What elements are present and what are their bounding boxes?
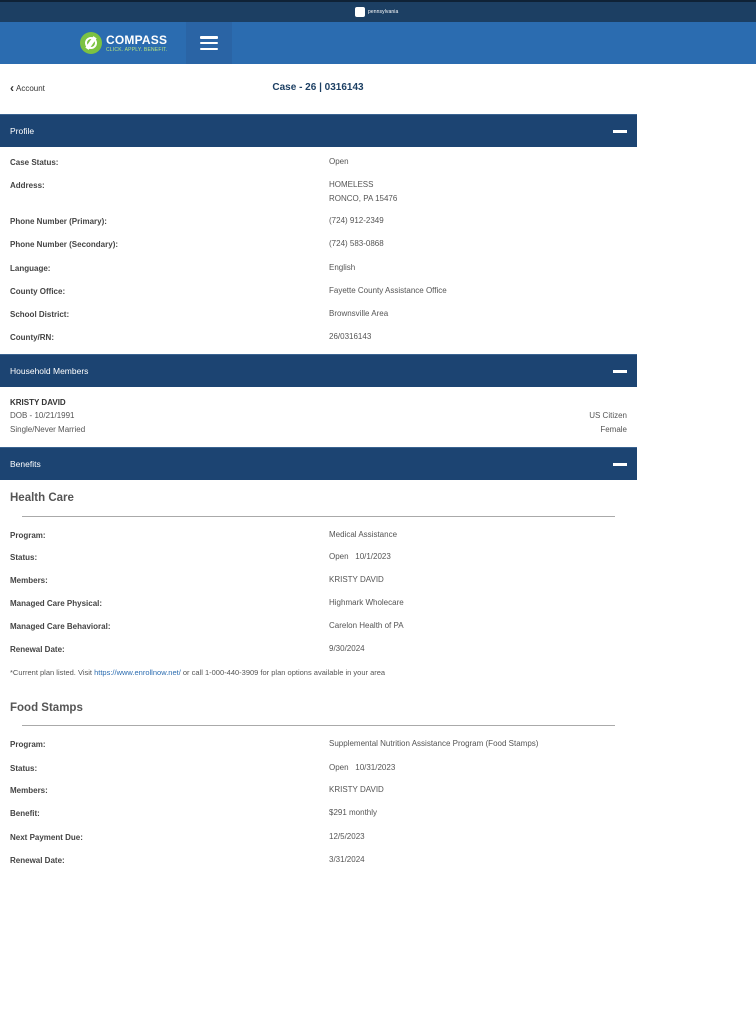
collapse-icon[interactable] <box>613 463 627 466</box>
hc-program-label: Program: <box>10 531 46 540</box>
phone-primary-value: (724) 912-2349 <box>329 216 384 225</box>
case-status-label: Case Status: <box>10 158 59 167</box>
plan-note-prefix: *Current plan listed. Visit <box>10 668 95 677</box>
state-logo-text: pennsylvania <box>368 9 399 15</box>
phone-secondary-value: (724) 583-0868 <box>329 239 384 248</box>
enrollnow-link[interactable]: https://www.enrollnow.net/ <box>94 668 181 677</box>
pennsylvania-logo[interactable] <box>355 6 398 18</box>
fs-benefit-label: Benefit: <box>10 809 40 818</box>
address-label: Address: <box>10 181 45 190</box>
phone-secondary-label: Phone Number (Secondary): <box>10 240 119 249</box>
fs-renewal-date-label: Renewal Date: <box>10 856 65 865</box>
member-name: KRISTY DAVID <box>10 398 66 407</box>
phone-primary-label: Phone Number (Primary): <box>10 217 107 226</box>
hamburger-menu-button[interactable] <box>186 22 232 64</box>
hc-managed-care-behavioral-label: Managed Care Behavioral: <box>10 622 111 631</box>
case-status-value: Open <box>329 157 349 166</box>
benefits-section-title: Benefits <box>10 459 41 469</box>
fs-next-payment-value: 12/5/2023 <box>329 832 365 841</box>
household-section-header[interactable] <box>0 354 637 387</box>
fs-renewal-date-value: 3/31/2024 <box>329 855 365 864</box>
plan-note-suffix: or call 1-000-440-3909 for plan options available in your area <box>180 668 386 677</box>
page-title: Case - 26 | 0316143 <box>272 82 364 93</box>
member-marital-status: Single/Never Married <box>10 425 86 434</box>
address-line-1: HOMELESS <box>329 180 374 189</box>
divider <box>22 725 615 726</box>
member-dob: DOB - 10/21/1991 <box>10 411 75 420</box>
benefits-section-header[interactable] <box>0 447 637 480</box>
keystone-icon <box>355 7 365 17</box>
hc-members-label: Members: <box>10 576 48 585</box>
health-care-heading: Health Care <box>10 492 74 504</box>
hc-managed-care-behavioral-value: Carelon Health of PA <box>329 621 404 630</box>
hc-renewal-date-value: 9/30/2024 <box>329 644 365 653</box>
member-citizenship: US Citizen <box>589 411 627 420</box>
compass-logo[interactable] <box>80 30 180 56</box>
fs-status-label: Status: <box>10 764 38 773</box>
state-top-bar <box>0 0 756 22</box>
chevron-left-icon: ‹ <box>10 81 14 95</box>
back-link-label: Account <box>16 83 45 93</box>
county-rn-value: 26/0316143 <box>329 332 372 341</box>
hc-program-value: Medical Assistance <box>329 530 398 539</box>
hamburger-menu-icon <box>200 36 218 50</box>
hc-status-label: Status: <box>10 553 38 562</box>
fs-benefit-value: $291 monthly <box>329 808 378 817</box>
fs-program-label: Program: <box>10 740 46 749</box>
food-stamps-heading: Food Stamps <box>10 702 83 714</box>
county-office-value: Fayette County Assistance Office <box>329 286 447 295</box>
language-label: Language: <box>10 264 51 273</box>
household-section-title: Household Members <box>10 366 89 376</box>
profile-section-header[interactable] <box>0 114 637 147</box>
collapse-icon[interactable] <box>613 130 627 133</box>
address-line-2: RONCO, PA 15476 <box>329 194 398 203</box>
collapse-icon[interactable] <box>613 370 627 373</box>
county-rn-label: County/RN: <box>10 333 54 342</box>
school-district-value: Brownsville Area <box>329 309 389 318</box>
hc-renewal-date-label: Renewal Date: <box>10 645 65 654</box>
logo-tagline: CLICK. APPLY. BENEFIT. <box>106 46 168 53</box>
divider <box>22 516 615 517</box>
member-gender: Female <box>600 425 627 434</box>
profile-section-title: Profile <box>10 126 35 136</box>
language-value: English <box>329 263 356 272</box>
county-office-label: County Office: <box>10 287 66 296</box>
hc-members-value: KRISTY DAVID <box>329 575 384 584</box>
back-to-account-link[interactable] <box>10 82 45 94</box>
hc-managed-care-physical-label: Managed Care Physical: <box>10 599 103 608</box>
fs-members-label: Members: <box>10 786 48 795</box>
fs-next-payment-label: Next Payment Due: <box>10 833 83 842</box>
hc-status-value: Open 10/1/2023 <box>329 552 391 561</box>
fs-status-value: Open 10/31/2023 <box>329 763 396 772</box>
fs-program-value: Supplemental Nutrition Assistance Program (Food Stamps) <box>329 739 539 748</box>
school-district-label: School District: <box>10 310 70 319</box>
logo-name: COMPASS <box>106 32 168 47</box>
compass-icon <box>80 32 102 54</box>
fs-members-value: KRISTY DAVID <box>329 785 384 794</box>
plan-note <box>10 668 385 677</box>
hc-managed-care-physical-value: Highmark Wholecare <box>329 598 404 607</box>
